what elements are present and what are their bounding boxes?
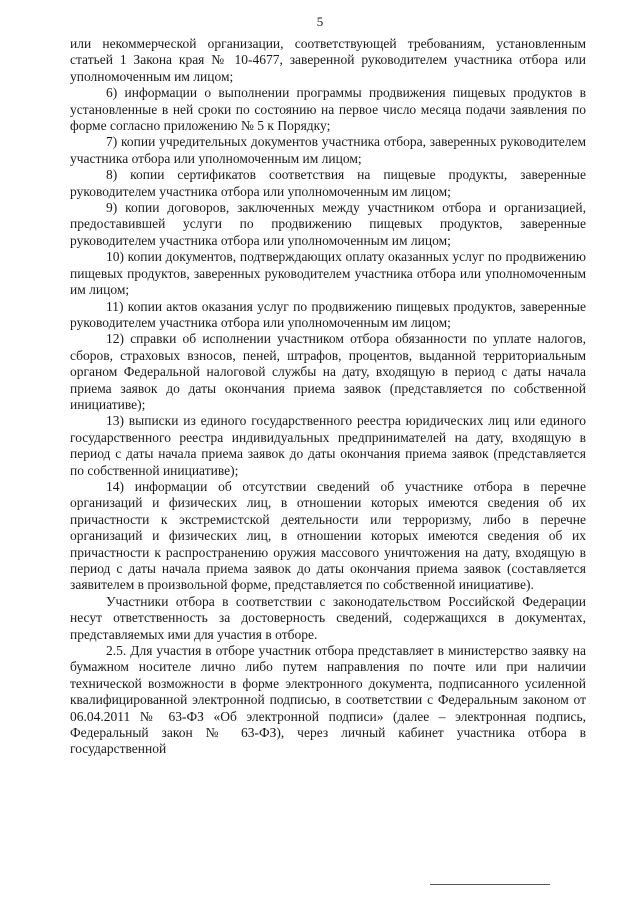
paragraph: 6) информации о выполнении программы продвижения пищевых продуктов в установленные в ней сроки по состоянию на первое число месяца подачи заявления по форме согласно приложению № 5 к Порядку; [70, 85, 586, 134]
paragraph: или некоммерческой организации, соответствующей требованиям, установленным статьей 1 Закона края № 10-4677, заверенной руководителем участника отбора или уполномоченным им лицом; [70, 36, 586, 84]
paragraph: 14) информации об отсутствии сведений об участнике отбора в перечне организаций и физических лиц, в отношении которых имеются сведения об их причастности к экстремистской деятельности или терроризму, либо в перечне организаций и физических лиц, в отношении которых имеются сведения об их причастности к распространению оружия массового уничтожения на дату, входящую в период с даты начала приема заявок до даты окончания приема заявок (составляется заявителем в произвольной форме, представляется по собственной инициативе). [70, 478, 586, 593]
paragraph: 7) копии учредительных документов участника отбора, заверенных руководителем участника отбора или уполномоченным им лицом; [70, 134, 586, 166]
paragraph: 13) выписки из единого государственного реестра юридических лиц или единого государственного реестра индивидуальных предпринимателей на дату, входящую в период с даты начала приема заявок до даты окончания приема заявок (представляется по собственной инициативе); [70, 413, 586, 478]
paragraph: 10) копии документов, подтверждающих оплату оказанных услуг по продвижению пищевых продуктов, заверенных руководителем участника отбора или уполномоченным им лицом; [70, 249, 586, 298]
paragraph: Участники отбора в соответствии с законодательством Российской Федерации несут ответственность за достоверность сведений, содержащихся в документах, представляемых ими для участия в отборе. [70, 593, 586, 642]
footer-rule [430, 884, 550, 885]
paragraph: 11) копии актов оказания услуг по продвижению пищевых продуктов, заверенные руководителем участника отбора или уполномоченным им лицом; [70, 298, 586, 330]
paragraph: 9) копии договоров, заключенных между участником отбора и организацией, предоставившей услуги по продвижению пищевых продуктов, заверенные руководителем участника отбора или уполномоченным им лицом; [70, 200, 586, 248]
paragraph: 8) копии сертификатов соответствия на пищевые продукты, заверенные руководителем участника отбора или уполномоченным им лицом; [70, 167, 586, 199]
page-number: 5 [316, 14, 324, 29]
paragraph: 2.5. Для участия в отборе участник отбора представляет в министерство заявку на бумажном носителе лично либо путем направления по почте или при наличии технической возможности в форме электронного документа, подписанного усиленной квалифицированной электронной подписью, в соответствии с Федеральным законом от 06.04.2011 № 63-ФЗ «Об электронной подписи» (далее – электронная подпись, Федеральный закон № 63-ФЗ), через личный кабинет участника отбора в государственной [70, 643, 586, 757]
document-body [70, 36, 586, 758]
paragraph: 12) справки об исполнении участником отбора обязанности по уплате налогов, сборов, страховых взносов, пеней, штрафов, процентов, выданной территориальным органом Федеральной налоговой службы на дату, входящую в период с даты начала приема заявок до даты окончания приема заявок (представляется по собственной инициативе); [70, 331, 586, 412]
